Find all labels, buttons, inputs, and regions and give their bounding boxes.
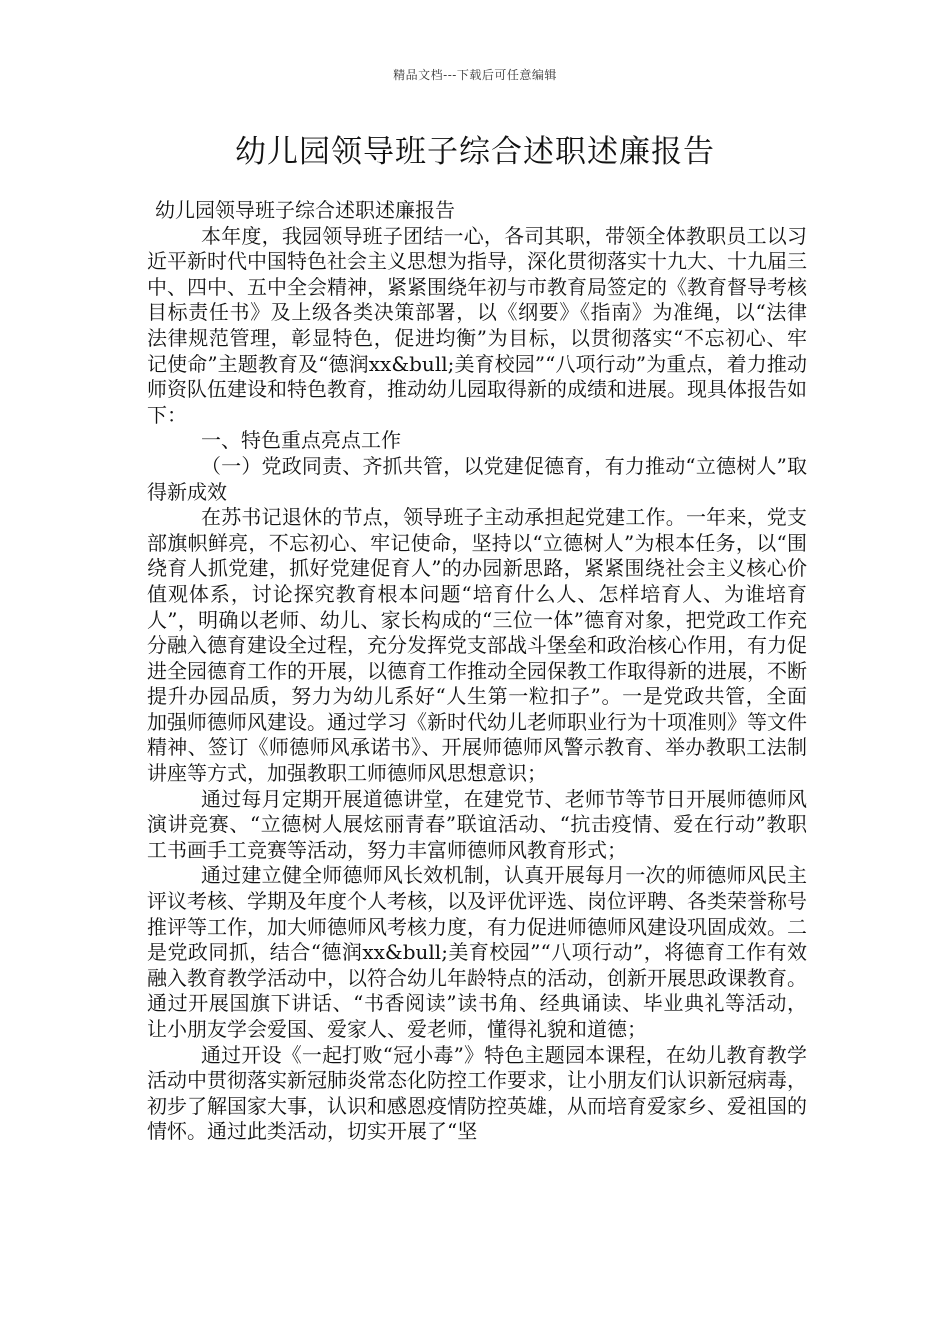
body-paragraph: 通过建立健全师德师风长效机制，认真开展每月一次的师德师风民主评议考核、学期及年度个人考核，以及评优评选、岗位评聘、各类荣誉称号推评等工作，加大师德师风考核力度，有力促进师德师风建设巩固成效。二是党政同抓，结合“德润xx&bull;美育校园”“八项行动”，将德育工作有效融入教育教学活动中，以符合幼儿年龄特点的活动，创新开展思政课教育。通过开展国旗下讲话、“书香阅读”读书角、经典诵读、毕业典礼等活动，让小朋友学会爱国、爱家人、爱老师，懂得礼貌和道德； [147, 863, 807, 1041]
subsection-heading: （一）党政同责、齐抓共管，以党建促德育，有力推动“立德树人”取得新成效 [147, 453, 807, 504]
document-body [147, 198, 807, 1145]
document-title: 幼儿园领导班子综合述职述廉报告 [235, 134, 715, 170]
intro-paragraph: 本年度，我园领导班子团结一心，各司其职，带领全体教职员工以习近平新时代中国特色社会主义思想为指导，深化贯彻落实十九大、十九届三中、四中、五中全会精神，紧紧围绕年初与市教育局签定的《教育督导考核目标责任书》及上级各类决策部署，以《纲要》《指南》为准绳，以“法律法律规范管理，彰显特色，促进均衡”为目标，以贯彻落实“不忘初心、牢记使命”主题教育及“德润xx&bull;美育校园”“八项行动”为重点，着力推动师资队伍建设和特色教育，推动幼儿园取得新的成绩和进展。现具体报告如下： [147, 223, 807, 427]
header-note: 精品文档---下载后可任意编辑 [393, 68, 557, 82]
body-paragraph: 在苏书记退休的节点，领导班子主动承担起党建工作。一年来，党支部旗帜鲜亮，不忘初心、牢记使命，坚持以“立德树人”为根本任务，以“围绕育人抓党建，抓好党建促育人”的办园新思路，紧紧围绕社会主义核心价值观体系，讨论探究教育根本问题“培育什么人、怎样培育人、为谁培育人”，明确以老师、幼儿、家长构成的“三位一体”德育对象，把党政工作充分融入德育建设全过程，充分发挥党支部战斗堡垒和政治核心作用，有力促进全园德育工作的开展，以德育工作推动全园保教工作取得新的进展，不断提升办园品质，努力为幼儿系好“人生第一粒扣子”。一是党政共管，全面加强师德师风建设。通过学习《新时代幼儿老师职业行为十项准则》等文件精神、签订《师德师风承诺书》、开展师德师风警示教育、举办教职工法制讲座等方式，加强教职工师德师风思想意识； [147, 505, 807, 786]
subtitle-paragraph: 幼儿园领导班子综合述职述廉报告 [155, 198, 455, 222]
body-paragraph: 通过开设《一起打败“冠小毒”》特色主题园本课程，在幼儿教育教学活动中贯彻落实新冠肺炎常态化防控工作要求，让小朋友们认识新冠病毒，初步了解国家大事，认识和感恩疫情防控英雄，从而培育爱家乡、爱祖国的情怀。通过此类活动，切实开展了“坚 [147, 1042, 807, 1144]
body-paragraph: 通过每月定期开展道德讲堂，在建党节、老师节等节日开展师德师风演讲竞赛、“立德树人展炫丽青春”联谊活动、“抗击疫情、爱在行动”教职工书画手工竞赛等活动，努力丰富师德师风教育形式； [147, 786, 807, 862]
section-heading: 一、特色重点亮点工作 [201, 428, 401, 453]
